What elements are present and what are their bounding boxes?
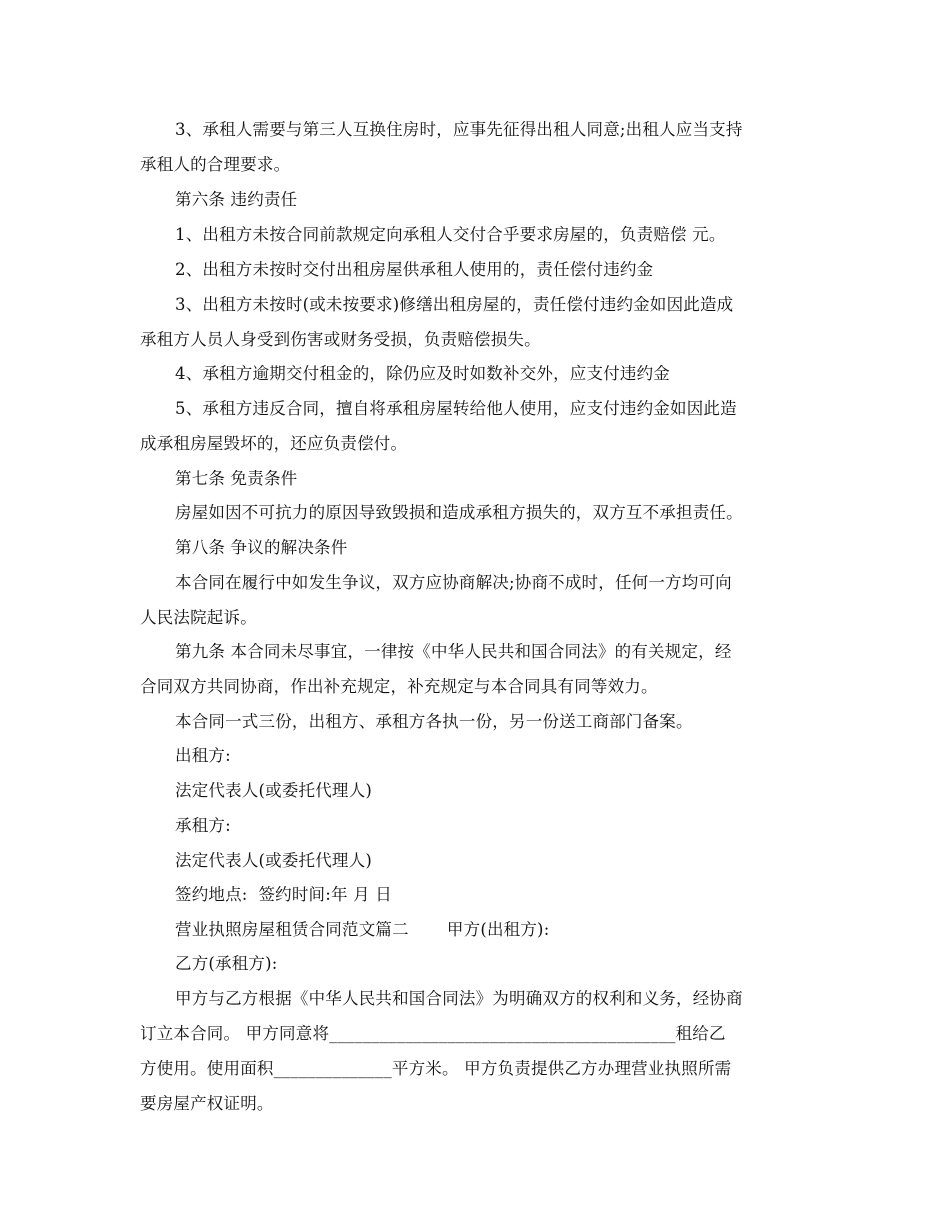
text-line: 方使用。使用面积______________平方米。 甲方负责提供乙方办理营业执照所需 — [140, 1059, 732, 1078]
text-line: 房屋如因不可抗力的原因导致毁损和造成承租方损失的，双方互不承担责任。 — [175, 503, 743, 522]
text-line: 人民法院起诉。 — [140, 608, 257, 627]
text-line: 成承租房屋毁坏的，还应负责偿付。 — [140, 434, 408, 453]
text-line: 合同双方共同协商，作出补充规定，补充规定与本合同具有同等效力。 — [140, 677, 658, 696]
text-line: 5、承租方违反合同，擅自将承租房屋转给他人使用，应支付违约金如因此造 — [175, 399, 737, 418]
signature-field-lessor: 出租方: — [175, 746, 231, 765]
text-line: 本合同一式三份，出租方、承租方各执一份，另一份送工商部门备案。 — [175, 712, 693, 731]
text-line: 2、出租方未按时交付出租房屋供承租人使用的，责任偿付违约金 — [175, 260, 654, 279]
text-line: 订立本合同。 甲方同意将_________________________________________租给乙 — [140, 1024, 726, 1043]
signature-field-lessee: 承租方: — [175, 816, 231, 835]
section-heading: 第七条 免责条件 — [175, 469, 298, 488]
section-heading: 第八条 争议的解决条件 — [175, 538, 348, 557]
text-line: 本合同在履行中如发生争议，双方应协商解决;协商不成时，任何一方均可向 — [175, 573, 732, 592]
party-b-field: 乙方(承租方): — [175, 954, 278, 973]
text-line: 4、承租方逾期交付租金的，除仍应及时如数补交外，应支付违约金 — [175, 364, 670, 383]
signature-field-representative: 法定代表人(或委托代理人) — [175, 781, 372, 800]
text-line: 3、出租方未按时(或未按要求)修缮出租房屋的，责任偿付违约金如因此造成 — [175, 295, 734, 314]
text-line: 1、出租方未按合同前款规定向承租人交付合乎要求房屋的，负责赔偿 元。 — [175, 225, 726, 244]
section-heading: 第六条 违约责任 — [175, 190, 298, 209]
section-title-part-two: 营业执照房屋租赁合同范文篇二 甲方(出租方): — [175, 920, 550, 939]
text-line: 承租方人员人身受到伤害或财务受损，负责赔偿损失。 — [140, 330, 541, 349]
signing-place-time: 签约地点: 签约时间:年 月 日 — [175, 885, 392, 904]
text-line: 甲方与乙方根据《中华人民共和国合同法》为明确双方的权利和义务，经协商 — [175, 989, 743, 1008]
signature-field-representative: 法定代表人(或委托代理人) — [175, 851, 372, 870]
text-line: 承租人的合理要求。 — [140, 155, 291, 174]
text-line: 第九条 本合同未尽事宜，一律按《中华人民共和国合同法》的有关规定，经 — [175, 642, 732, 661]
text-line: 要房屋产权证明。 — [140, 1094, 274, 1113]
text-line: 3、承租人需要与第三人互换住房时，应事先征得出租人同意;出租人应当支持 — [175, 120, 743, 139]
